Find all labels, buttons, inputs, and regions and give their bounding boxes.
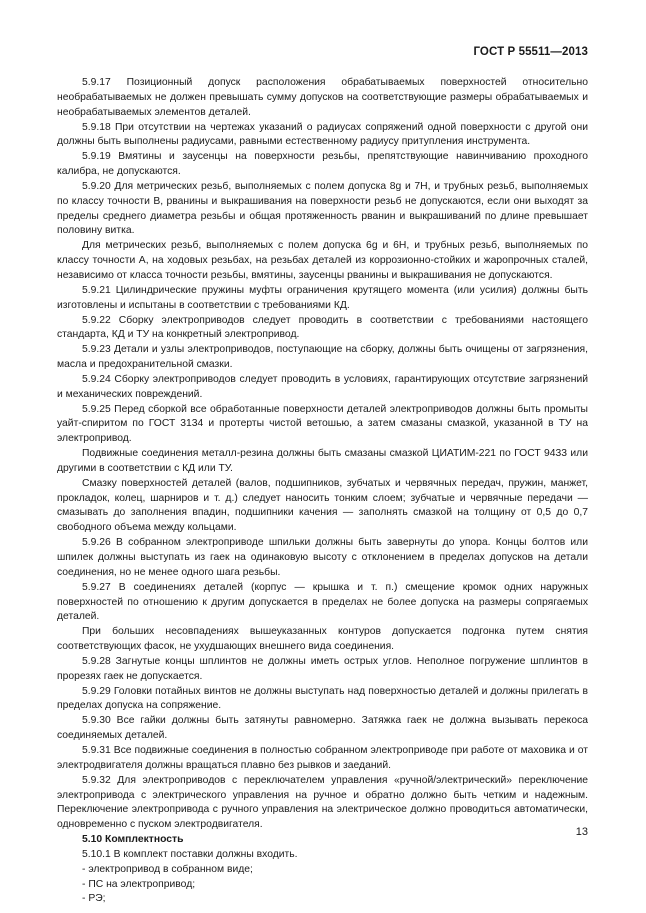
paragraph-5-9-31: 5.9.31 Все подвижные соединения в полностью собранном электроприводе при работе от маховика и от электродвигателя должны вращаться плавно без рывков и заеданий. [57, 744, 588, 771]
paragraph-5-9-29: 5.9.29 Головки потайных винтов не должны выступать над поверхностью деталей и должны прилегать в пределах допуска на сопряжение. [57, 685, 588, 712]
paragraph-5-9-26: 5.9.26 В собранном электроприводе шпильки должны быть завернуты до упора. Концы болтов или шпилек должны выступать из гаек на одинаковую высоту с отклонением в пределах допусков на детали соединения, но не менее одного шага резьбы. [57, 537, 588, 578]
paragraph-5-9-30: 5.9.30 Все гайки должны быть затянуты равномерно. Затяжка гаек не должна вызывать перекоса соединяемых деталей. [57, 715, 588, 742]
paragraph-5-9-24: 5.9.24 Сборку электроприводов следует проводить в условиях, гарантирующих отсутствие загрязнений и механических повреждений. [57, 373, 588, 400]
paragraph-5-9-18: 5.9.18 При отсутствии на чертежах указаний о радиусах сопряжений одной поверхности с другой они должны быть выполнены радиусами, равными естественному радиусу притупления инструмента. [57, 121, 588, 148]
paragraph-5-9-17: 5.9.17 Позиционный допуск расположения обрабатываемых поверхностей относительно необрабатываемых не должен превышать сумму допусков на соответствующие размеры обрабатываемых и необрабатываемых элементов деталей. [57, 77, 588, 118]
paragraph-5-9-25-lubrication: Смазку поверхностей деталей (валов, подшипников, зубчатых и червячных передач, пружин, манжет, прокладок, колец, шарниров и т. д.) следует наносить тонким слоем; зубчатые и червячные передачи — смазывать до заполнения впадин, подшипники качения — заполнять смазкой на толщину от 0,5 до 0,7 свободного объема между кольцами. [57, 477, 588, 534]
list-item: - электропривод в собранном виде; [82, 863, 253, 875]
paragraph-5-9-19: 5.9.19 Вмятины и заусенцы на поверхности резьбы, препятствующие навинчиванию проходного калибра, не допускаются. [57, 151, 588, 178]
section-intro: 5.10.1 В комплект поставки должны входить. [82, 848, 298, 860]
paragraph-5-9-20-continued: Для метрических резьб, выполняемых с полем допуска 6g и 6H, и трубных резьб, выполняемых по классу точности A, на ходовых резьбах, на резьбах деталей из коррозионно-стойких и жаропрочных сталей, независимо от класса точности резьбы, вмятины, заусенцы рванины и выкрашивания не допускаются. [57, 240, 588, 281]
paragraph-5-9-20: 5.9.20 Для метрических резьб, выполняемых с полем допуска 8g и 7H, и трубных резьб, выполняемых по классу точности B, рванины и выкрашивания на поверхности резьб не допускаются, если они выходят за пределы среднего диаметра резьбы и общая протяженность рванин и выкрашиваний по длине превышает половину витка. [57, 180, 588, 237]
document-body [57, 76, 588, 907]
paragraph-5-9-21: 5.9.21 Цилиндрические пружины муфты ограничения крутящего момента (или усилия) должны быть изготовлены и испытаны в соответствии с требованиями КД. [57, 284, 588, 311]
paragraph-5-9-22: 5.9.22 Сборку электроприводов следует проводить в соответствии с требованиями настоящего стандарта, КД и ТУ на конкретный электропривод. [57, 314, 588, 341]
paragraph-5-9-25-rubber-joints: Подвижные соединения металл-резина должны быть смазаны смазкой ЦИАТИМ-221 по ГОСТ 9433 или другими в соответствии с КД или ТУ. [57, 448, 588, 474]
page-number: 13 [575, 826, 588, 838]
list-item: - РЭ; [82, 893, 106, 905]
section-heading: 5.10 Комплектность [82, 834, 184, 846]
paragraph-5-9-27: 5.9.27 В соединениях деталей (корпус — крышка и т. п.) смещение кромок одних наружных поверхностей по отношению к другим допускается в пределах не более допуска на размеры сопрягаемых деталей. [57, 581, 588, 623]
paragraph-5-9-27-continued: При больших несовпадениях вышеуказанных контуров допускается подгонка путем снятия соответствующих фасок, не ухудшающих внешнего вида соединения. [57, 626, 588, 653]
list-item: - ПС на электропривод; [82, 878, 196, 890]
paragraph-5-9-28: 5.9.28 Загнутые концы шплинтов не должны иметь острых углов. Неполное погружение шплинтов в прорезях гаек не допускается. [57, 655, 588, 682]
paragraph-5-9-32: 5.9.32 Для электроприводов с переключателем управления «ручной/электрический» переключение электропривода с электрического управления на ручное и обратно должно быть четким и надежным. Переключение электропривода с ручного управления на электрическое должно проводиться автоматически, одновременно с пуском электродвигателя. [57, 774, 588, 831]
document-header: ГОСТ Р 55511—2013 [473, 46, 588, 58]
paragraph-5-9-23: 5.9.23 Детали и узлы электроприводов, поступающие на сборку, должны быть очищены от загрязнения, масла и предохранительной смазки. [57, 344, 588, 371]
paragraph-5-9-25: 5.9.25 Перед сборкой все обработанные поверхности деталей электроприводов должны быть промыты уайт-спиритом по ГОСТ 3134 и протерты чистой ветошью, а затем смазаны смазкой, указанной в ТУ на электропривод. [57, 403, 588, 445]
